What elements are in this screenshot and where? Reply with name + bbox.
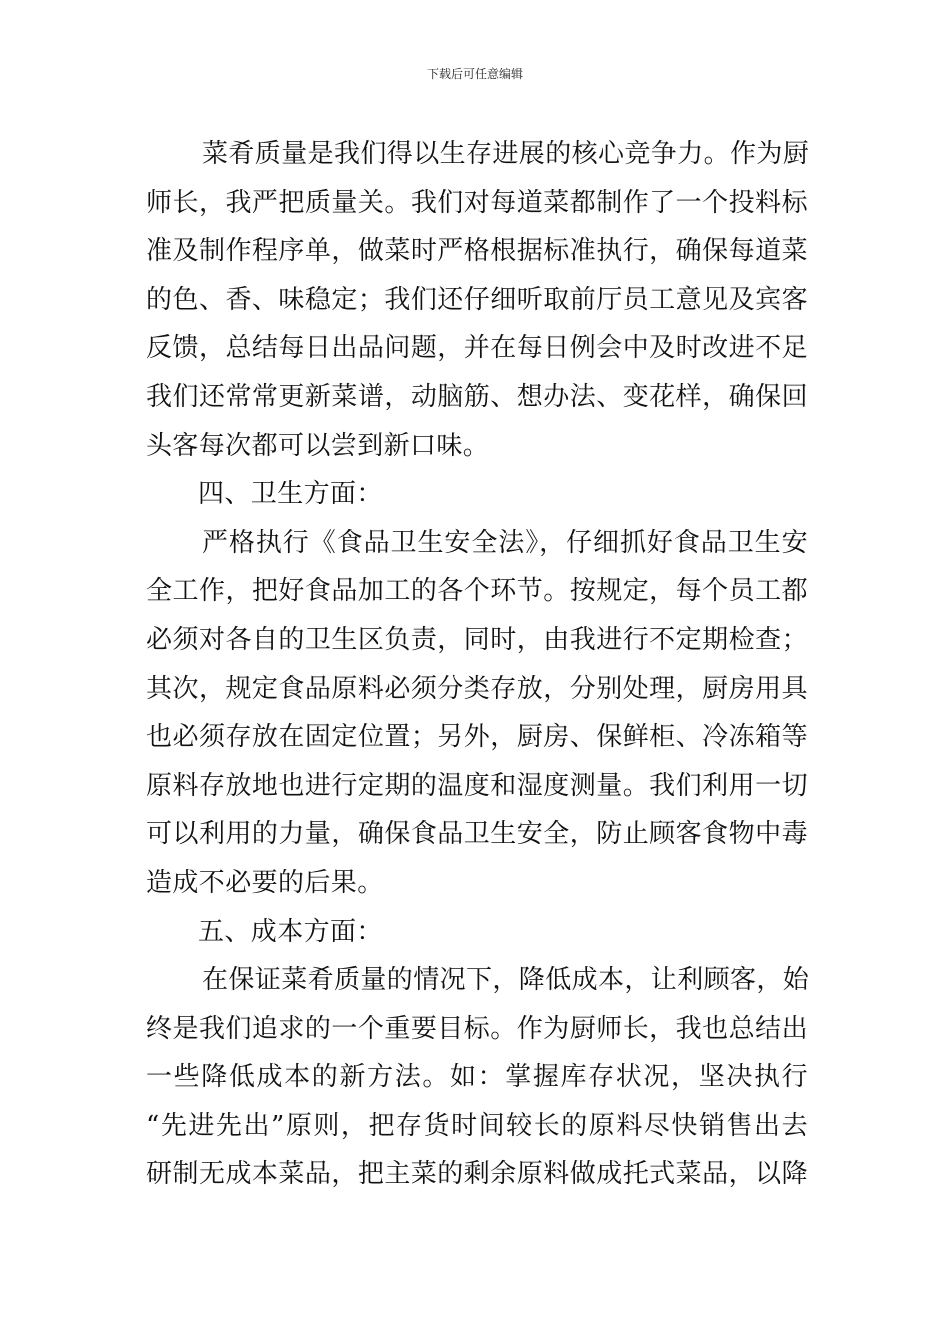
- text-line: 一些降低成本的新方法。如：掌握库存状况，坚决执行: [146, 1062, 808, 1093]
- text-line: 其次，规定食品原料必须分类存放，分别处理，厨房用具: [146, 673, 808, 704]
- page-header-note: 下载后可任意编辑: [426, 67, 523, 81]
- document-body: [146, 130, 808, 1199]
- text-line: 也必须存放在固定位置；另外，厨房、保鲜柜、冷冻箱等: [146, 722, 808, 753]
- text-line: 头客每次都可以尝到新口味。: [146, 430, 490, 461]
- text-line: 原料存放地也进行定期的温度和湿度测量。我们利用一切: [146, 770, 808, 801]
- text-line: 菜肴质量是我们得以生存进展的核心竞争力。作为厨: [202, 139, 810, 169]
- text-line: 可以利用的力量，确保食品卫生安全，防止顾客食物中毒: [146, 819, 808, 850]
- text-line: 研制无成本菜品，把主菜的剩余原料做成托式菜品，以降: [146, 1159, 808, 1190]
- text-line: 师长，我严把质量关。我们对每道菜都制作了一个投料标: [146, 187, 808, 218]
- text-line: 在保证菜肴质量的情况下，降低成本，让利顾客，始: [202, 965, 810, 996]
- text-line: 的色、香、味稳定；我们还仔细听取前厅员工意见及宾客: [146, 284, 808, 315]
- text-line: 全工作，把好食品加工的各个环节。按规定，每个员工都: [146, 576, 808, 607]
- text-line: 反馈，总结每日出品问题，并在每日例会中及时改进不足: [146, 333, 808, 364]
- text-line: 我们还常常更新菜谱，动脑筋、想办法、变花样，确保回: [146, 381, 808, 412]
- text-line: “先进先出”原则，把存货时间较长的原料尽快销售出去: [146, 1110, 808, 1141]
- text-line: 准及制作程序单，做菜时严格根据标准执行，确保每道菜: [146, 236, 808, 267]
- text-line: 造成不必要的后果。: [146, 867, 384, 898]
- text-line: 严格执行《食品卫生安全法》，仔细抓好食品卫生安: [202, 527, 808, 558]
- section-heading: 四、卫生方面：: [198, 479, 383, 510]
- text-line: 必须对各自的卫生区负责，同时，由我进行不定期检查；: [146, 624, 808, 655]
- section-heading: 五、成本方面：: [198, 916, 383, 947]
- text-line: 终是我们追求的一个重要目标。作为厨师长，我也总结出: [146, 1013, 808, 1044]
